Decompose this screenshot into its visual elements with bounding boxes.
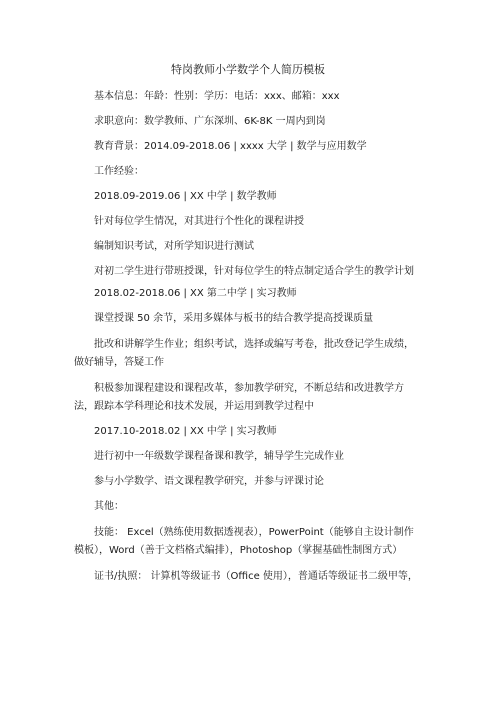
work-experience-heading: 工作经验： <box>94 166 144 177</box>
job-2-duty-2: 批改和讲解学生作业；组织考试，选择或编写考卷，批改登记学生成绩，做好辅导，答疑工作 <box>74 339 414 368</box>
job-2-duty-3: 积极参加课程建设和课程改革，参加教学研究，不断总结和改进教学方法，跟踪本学科理论和技术发展，并运用到教学过程中 <box>74 383 404 412</box>
job-1-duty-3: 对初二学生进行带班授课，针对每位学生的特点制定适合学生的教学计划 <box>94 266 414 277</box>
job-3-header: 2017.10-2018.02 | XX 中学 | 实习教师 <box>94 426 277 437</box>
job-2-duty-1: 课堂授课 50 余节，采用多媒体与板书的结合教学提高授课质量 <box>94 313 374 324</box>
job-1-duty-2: 编制知识考试，对所学知识进行测试 <box>94 241 254 252</box>
job-2-header: 2018.02-2018.06 | XX 第二中学 | 实习教师 <box>94 288 297 299</box>
job-1-duty-1: 针对每位学生情况，对其进行个性化的课程讲授 <box>94 216 304 227</box>
basic-info-line: 基本信息：年龄：性别：学历：电话：xxx、邮箱：xxx <box>94 91 340 102</box>
job-intention-line: 求职意向：数学教师、广东深圳、6K-8K 一周内到岗 <box>94 116 326 127</box>
certificates-line: 证书/执照： 计算机等级证书（Office 使用），普通话等级证书二级甲等， <box>94 571 418 582</box>
other-heading: 其他： <box>94 501 124 512</box>
education-line: 教育背景：2014.09-2018.06 | xxxx 大学 | 数学与应用数学 <box>94 141 367 152</box>
job-3-duty-2: 参与小学数学、语文课程教学研究，并参与评课讨论 <box>94 476 324 487</box>
skills-line: 技能： Excel（熟练使用数据透视表），PowerPoint（能够自主设计制作模板），Word（善于文档格式编排），Photoshop（掌握基础性制图方式） <box>74 527 414 556</box>
job-1-header: 2018.09-2019.06 | XX 中学 | 数学教师 <box>94 191 277 202</box>
document-title: 特岗教师小学数学个人简历模板 <box>171 63 325 76</box>
job-3-duty-1: 进行初中一年级数学课程备课和教学，辅导学生完成作业 <box>94 451 344 462</box>
